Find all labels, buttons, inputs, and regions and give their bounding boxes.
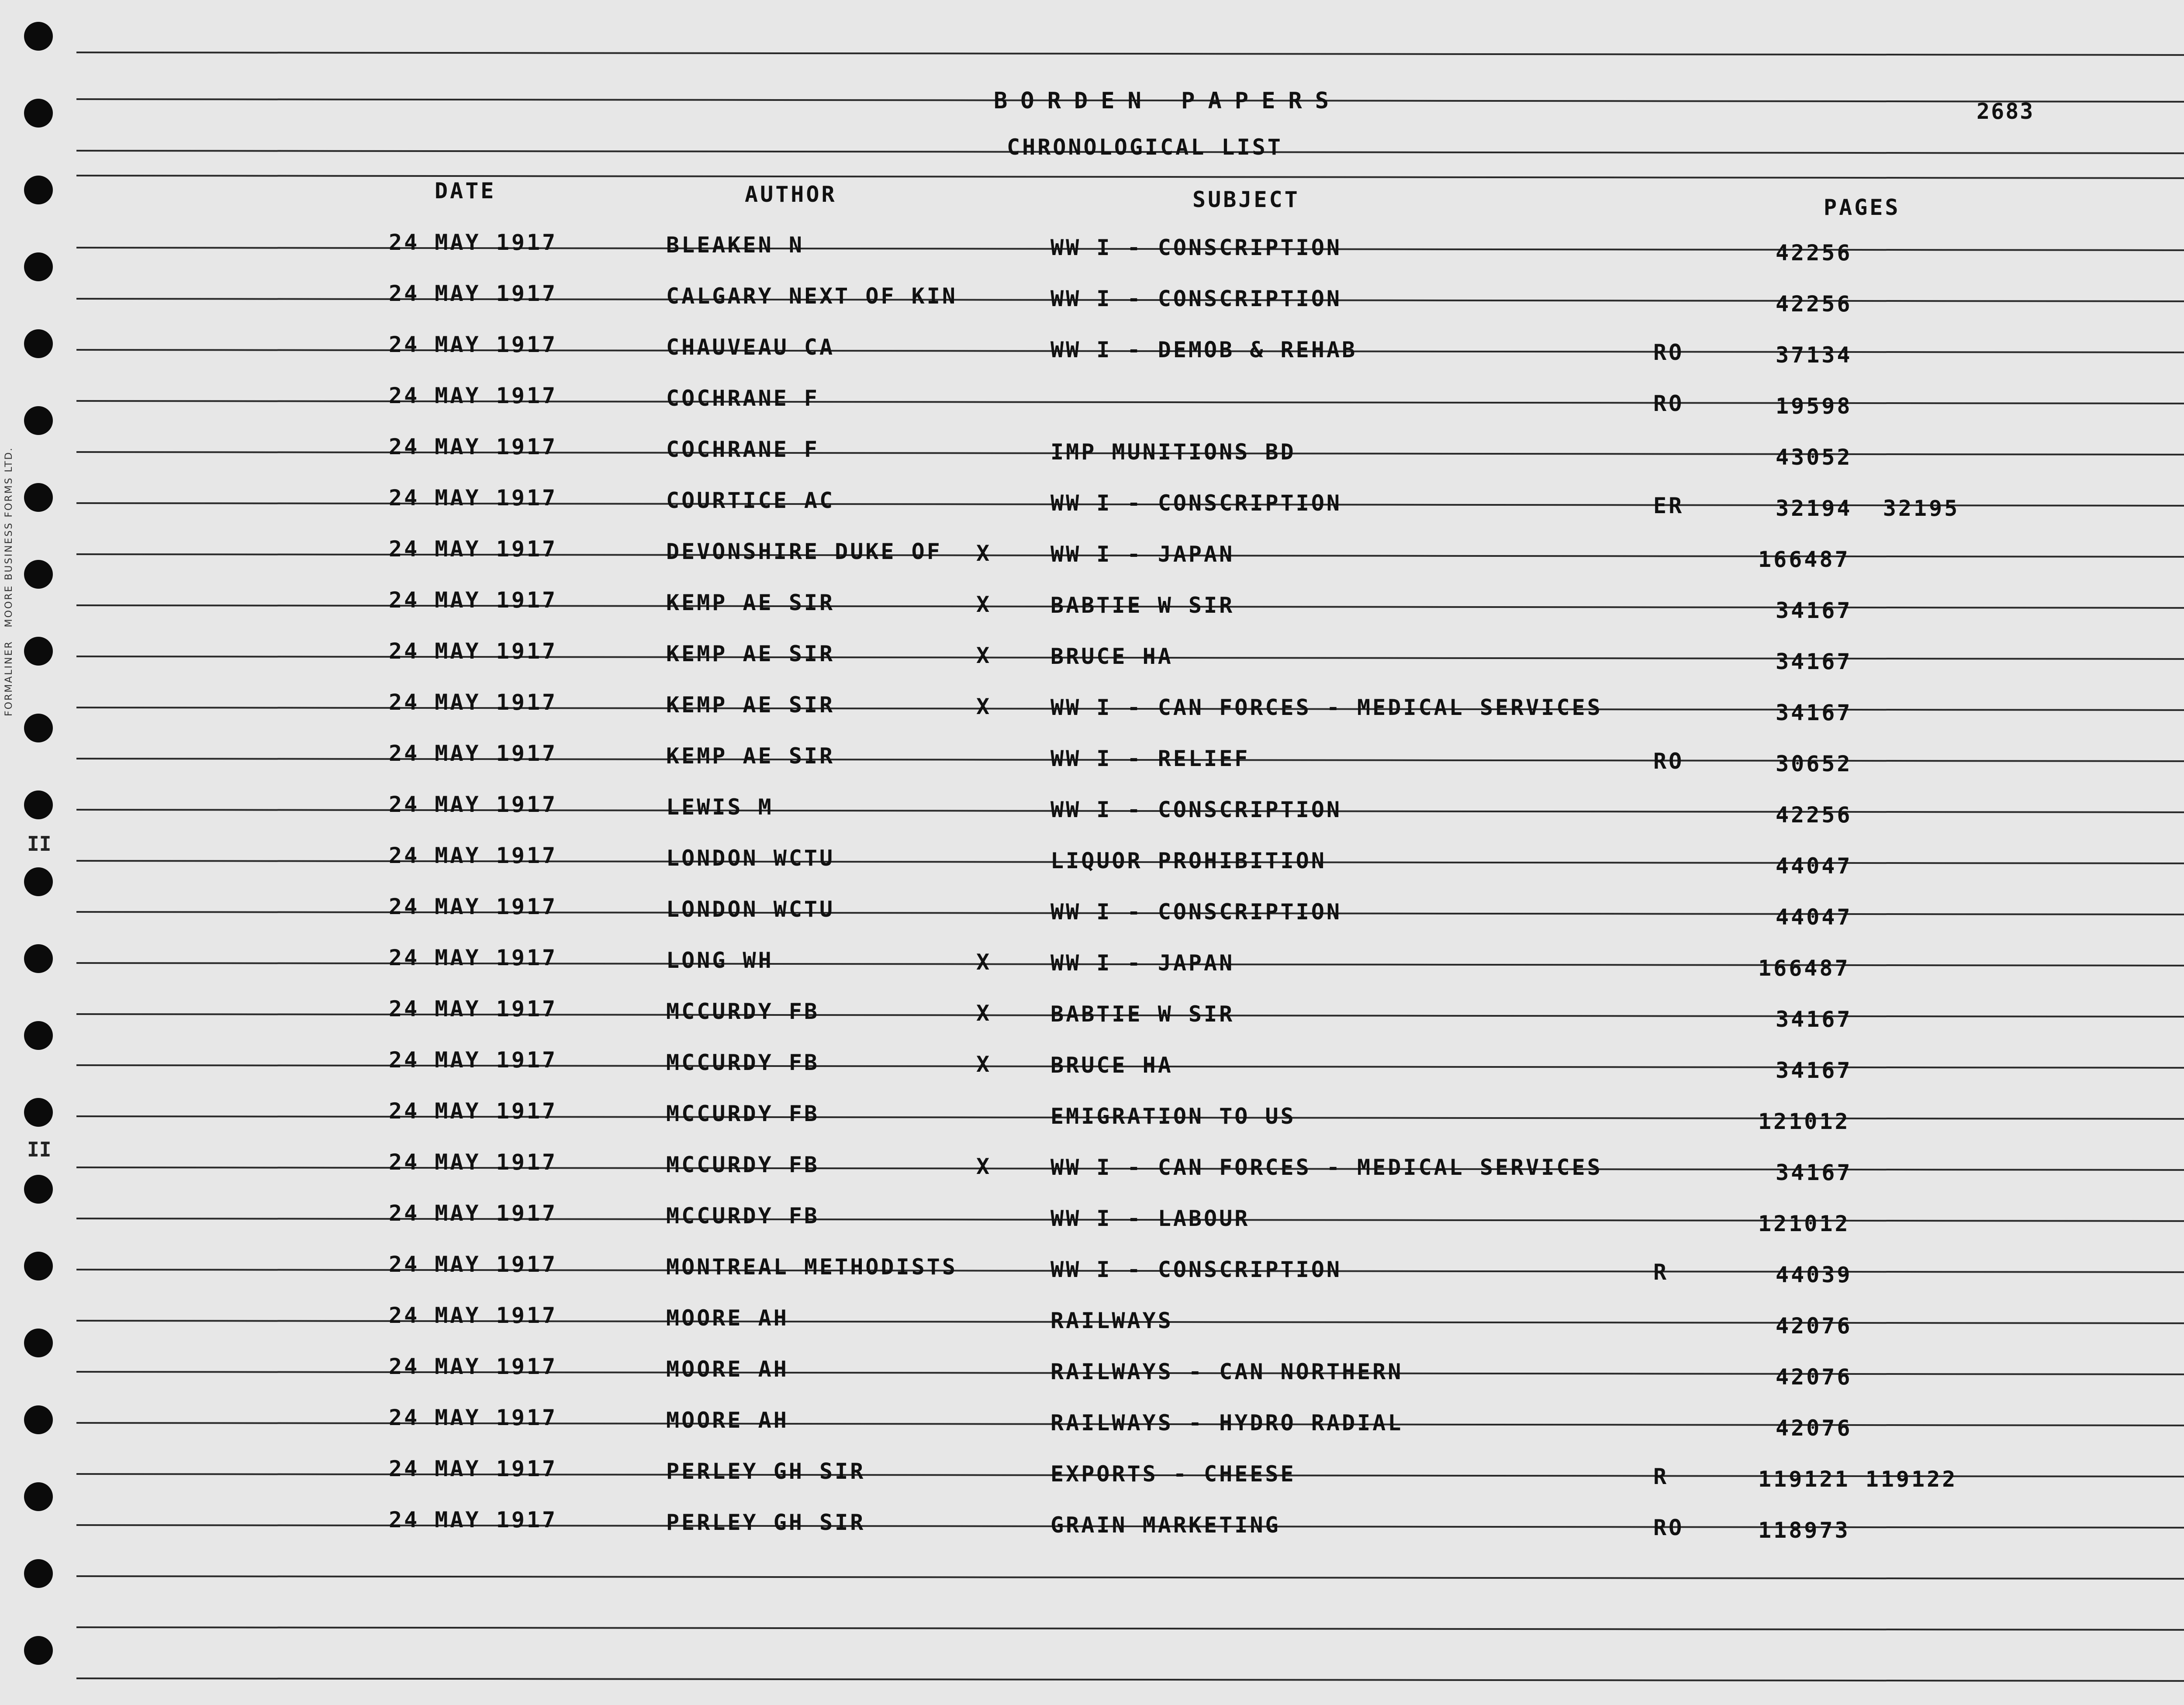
row-author: CHAUVEAU CA [666, 335, 835, 360]
row-pages: 34167 [1776, 1058, 1852, 1083]
row-pages: 42256 [1776, 240, 1852, 266]
row-subject: WW I - CONSCRIPTION [1051, 1257, 1342, 1282]
row-pages: 119121 119122 [1758, 1467, 1958, 1492]
row-x-mark: X [976, 643, 992, 668]
row-code: RO [1653, 340, 1684, 365]
row-code: ER [1653, 493, 1684, 518]
tractor-hole [24, 252, 53, 281]
row-x-mark: X [976, 1001, 992, 1026]
row-date: 24 MAY 1917 [389, 639, 558, 664]
row-subject: WW I - CONSCRIPTION [1051, 899, 1342, 925]
row-subject: LIQUOR PROHIBITION [1051, 848, 1327, 873]
tractor-hole [24, 944, 53, 973]
row-author: LONG WH [666, 948, 774, 973]
row-date: 24 MAY 1917 [389, 230, 558, 255]
row-code: RO [1653, 749, 1684, 774]
row-date: 24 MAY 1917 [389, 690, 558, 715]
row-date: 24 MAY 1917 [389, 1252, 558, 1277]
row-author: LONDON WCTU [666, 897, 835, 922]
row-code: R [1653, 1464, 1669, 1489]
page-title: BORDEN PAPERS [994, 88, 1342, 114]
column-header-pages: PAGES [1824, 195, 1901, 220]
row-subject: EXPORTS - CHEESE [1051, 1461, 1296, 1487]
tractor-hole [24, 406, 53, 435]
row-x-mark: X [976, 949, 992, 975]
row-pages: 37134 [1776, 342, 1852, 368]
row-date: 24 MAY 1917 [389, 1047, 558, 1073]
tractor-hole [24, 22, 53, 51]
tractor-hole [24, 790, 53, 819]
column-header-author: AUTHOR [745, 182, 837, 207]
row-date: 24 MAY 1917 [389, 843, 558, 868]
row-date: 24 MAY 1917 [389, 1405, 558, 1430]
row-author: MOORE AH [666, 1408, 789, 1433]
row-author: MCCURDY FB [666, 999, 820, 1024]
row-author: COURTICE AC [666, 488, 835, 513]
row-author: KEMP AE SIR [666, 590, 835, 615]
row-date: 24 MAY 1917 [389, 1149, 558, 1175]
row-author: COCHRANE F [666, 437, 820, 462]
row-author: MOORE AH [666, 1356, 789, 1382]
row-date: 24 MAY 1917 [389, 996, 558, 1022]
row-author: DEVONSHIRE DUKE OF [666, 539, 942, 564]
row-code: RO [1653, 391, 1684, 416]
margin-tick-mark: II [27, 1138, 52, 1161]
margin-tick-mark: II [27, 832, 52, 856]
row-subject: BRUCE HA [1051, 644, 1173, 669]
row-date: 24 MAY 1917 [389, 1354, 558, 1379]
row-date: 24 MAY 1917 [389, 1201, 558, 1226]
tractor-hole [24, 1636, 53, 1665]
row-subject: WW I - CONSCRIPTION [1051, 490, 1342, 516]
row-author: PERLEY GH SIR [666, 1510, 866, 1535]
row-author: MCCURDY FB [666, 1101, 820, 1126]
row-pages: 34167 [1776, 649, 1852, 674]
row-pages: 44047 [1776, 904, 1852, 930]
row-author: MCCURDY FB [666, 1152, 820, 1177]
row-date: 24 MAY 1917 [389, 332, 558, 357]
row-date: 24 MAY 1917 [389, 434, 558, 459]
tractor-hole [24, 1559, 53, 1588]
row-author: PERLEY GH SIR [666, 1459, 866, 1484]
row-date: 24 MAY 1917 [389, 1456, 558, 1481]
row-pages: 34167 [1776, 700, 1852, 725]
row-date: 24 MAY 1917 [389, 485, 558, 511]
row-subject: WW I - JAPAN [1051, 542, 1235, 567]
tractor-hole [24, 637, 53, 666]
row-subject: WW I - CONSCRIPTION [1051, 235, 1342, 260]
row-pages: 42076 [1776, 1415, 1852, 1441]
tractor-hole [24, 1329, 53, 1357]
ruled-line [76, 1626, 2184, 1631]
tractor-hole [24, 1175, 53, 1204]
row-author: LONDON WCTU [666, 846, 835, 871]
row-x-mark: X [976, 541, 992, 566]
row-author: MOORE AH [666, 1305, 789, 1331]
row-pages: 42256 [1776, 291, 1852, 317]
row-pages: 121012 [1758, 1211, 1850, 1236]
row-date: 24 MAY 1917 [389, 281, 558, 306]
row-code: RO [1653, 1515, 1684, 1540]
row-date: 24 MAY 1917 [389, 587, 558, 613]
row-author: COCHRANE F [666, 386, 820, 411]
row-pages: 34167 [1776, 1007, 1852, 1032]
row-subject: WW I - RELIEF [1051, 746, 1250, 771]
page-number: 2683 [1977, 99, 2035, 124]
row-pages: 42076 [1776, 1364, 1852, 1390]
row-x-mark: X [976, 592, 992, 617]
row-date: 24 MAY 1917 [389, 1507, 558, 1532]
row-subject: IMP MUNITIONS BD [1051, 439, 1296, 465]
row-pages: 121012 [1758, 1109, 1850, 1134]
row-date: 24 MAY 1917 [389, 792, 558, 817]
row-date: 24 MAY 1917 [389, 1098, 558, 1124]
row-author: CALGARY NEXT OF KIN [666, 283, 957, 309]
row-date: 24 MAY 1917 [389, 945, 558, 970]
row-author: BLEAKEN N [666, 232, 804, 258]
row-author: KEMP AE SIR [666, 743, 835, 769]
row-pages: 42076 [1776, 1313, 1852, 1339]
row-date: 24 MAY 1917 [389, 383, 558, 408]
tractor-hole [24, 1098, 53, 1127]
tractor-hole [24, 176, 53, 204]
row-subject: WW I - CONSCRIPTION [1051, 797, 1342, 822]
row-date: 24 MAY 1917 [389, 536, 558, 562]
tractor-hole [24, 1021, 53, 1050]
row-pages: 19598 [1776, 393, 1852, 419]
tractor-hole [24, 483, 53, 512]
row-pages: 34167 [1776, 598, 1852, 623]
row-subject: RAILWAYS [1051, 1308, 1173, 1333]
tractor-hole [24, 1405, 53, 1434]
row-x-mark: X [976, 1154, 992, 1179]
row-subject: WW I - DEMOB & REHAB [1051, 337, 1358, 362]
ruled-line [76, 1677, 2184, 1682]
row-date: 24 MAY 1917 [389, 1303, 558, 1328]
row-subject: WW I - CAN FORCES - MEDICAL SERVICES [1051, 1155, 1603, 1180]
row-author: LEWIS M [666, 794, 774, 820]
row-pages: 166487 [1758, 547, 1850, 572]
row-x-mark: X [976, 1052, 992, 1077]
column-header-subject: SUBJECT [1192, 187, 1300, 212]
row-subject: WW I - CAN FORCES - MEDICAL SERVICES [1051, 695, 1603, 720]
row-subject: RAILWAYS - HYDRO RADIAL [1051, 1410, 1403, 1436]
row-date: 24 MAY 1917 [389, 741, 558, 766]
row-subject: RAILWAYS - CAN NORTHERN [1051, 1359, 1403, 1384]
column-header-date: DATE [435, 178, 496, 204]
row-author: MCCURDY FB [666, 1050, 820, 1075]
row-author: MONTREAL METHODISTS [666, 1254, 957, 1280]
tractor-hole [24, 1252, 53, 1280]
row-code: R [1653, 1260, 1669, 1285]
row-subject: BRUCE HA [1051, 1053, 1173, 1078]
row-pages: 44039 [1776, 1262, 1852, 1287]
ruled-line [76, 1575, 2184, 1580]
row-author: KEMP AE SIR [666, 641, 835, 666]
row-pages: 118973 [1758, 1518, 1850, 1543]
row-x-mark: X [976, 694, 992, 719]
row-author: KEMP AE SIR [666, 692, 835, 718]
row-subject: BABTIE W SIR [1051, 593, 1235, 618]
tractor-hole [24, 1482, 53, 1511]
row-pages: 32194 32195 [1776, 496, 1960, 521]
row-date: 24 MAY 1917 [389, 894, 558, 919]
list-subtitle: CHRONOLOGICAL LIST [1007, 135, 1283, 160]
row-pages: 44047 [1776, 853, 1852, 879]
tractor-hole [24, 99, 53, 128]
tractor-hole [24, 329, 53, 358]
row-subject: BABTIE W SIR [1051, 1001, 1235, 1027]
row-subject: WW I - CONSCRIPTION [1051, 286, 1342, 311]
row-subject: WW I - JAPAN [1051, 950, 1235, 976]
row-pages: 42256 [1776, 802, 1852, 828]
row-pages: 34167 [1776, 1160, 1852, 1185]
ruled-line [76, 175, 2184, 179]
row-subject: GRAIN MARKETING [1051, 1512, 1281, 1538]
row-subject: WW I - LABOUR [1051, 1206, 1250, 1231]
ruled-line [76, 52, 2184, 56]
form-margin-imprint: FORMALINER MOORE BUSINESS FORMS LTD. [3, 446, 14, 716]
tractor-hole [24, 560, 53, 589]
tractor-hole [24, 714, 53, 742]
row-pages: 166487 [1758, 956, 1850, 981]
row-subject: EMIGRATION TO US [1051, 1104, 1296, 1129]
row-author: MCCURDY FB [666, 1203, 820, 1229]
row-pages: 30652 [1776, 751, 1852, 777]
tractor-hole [24, 867, 53, 896]
row-pages: 43052 [1776, 445, 1852, 470]
